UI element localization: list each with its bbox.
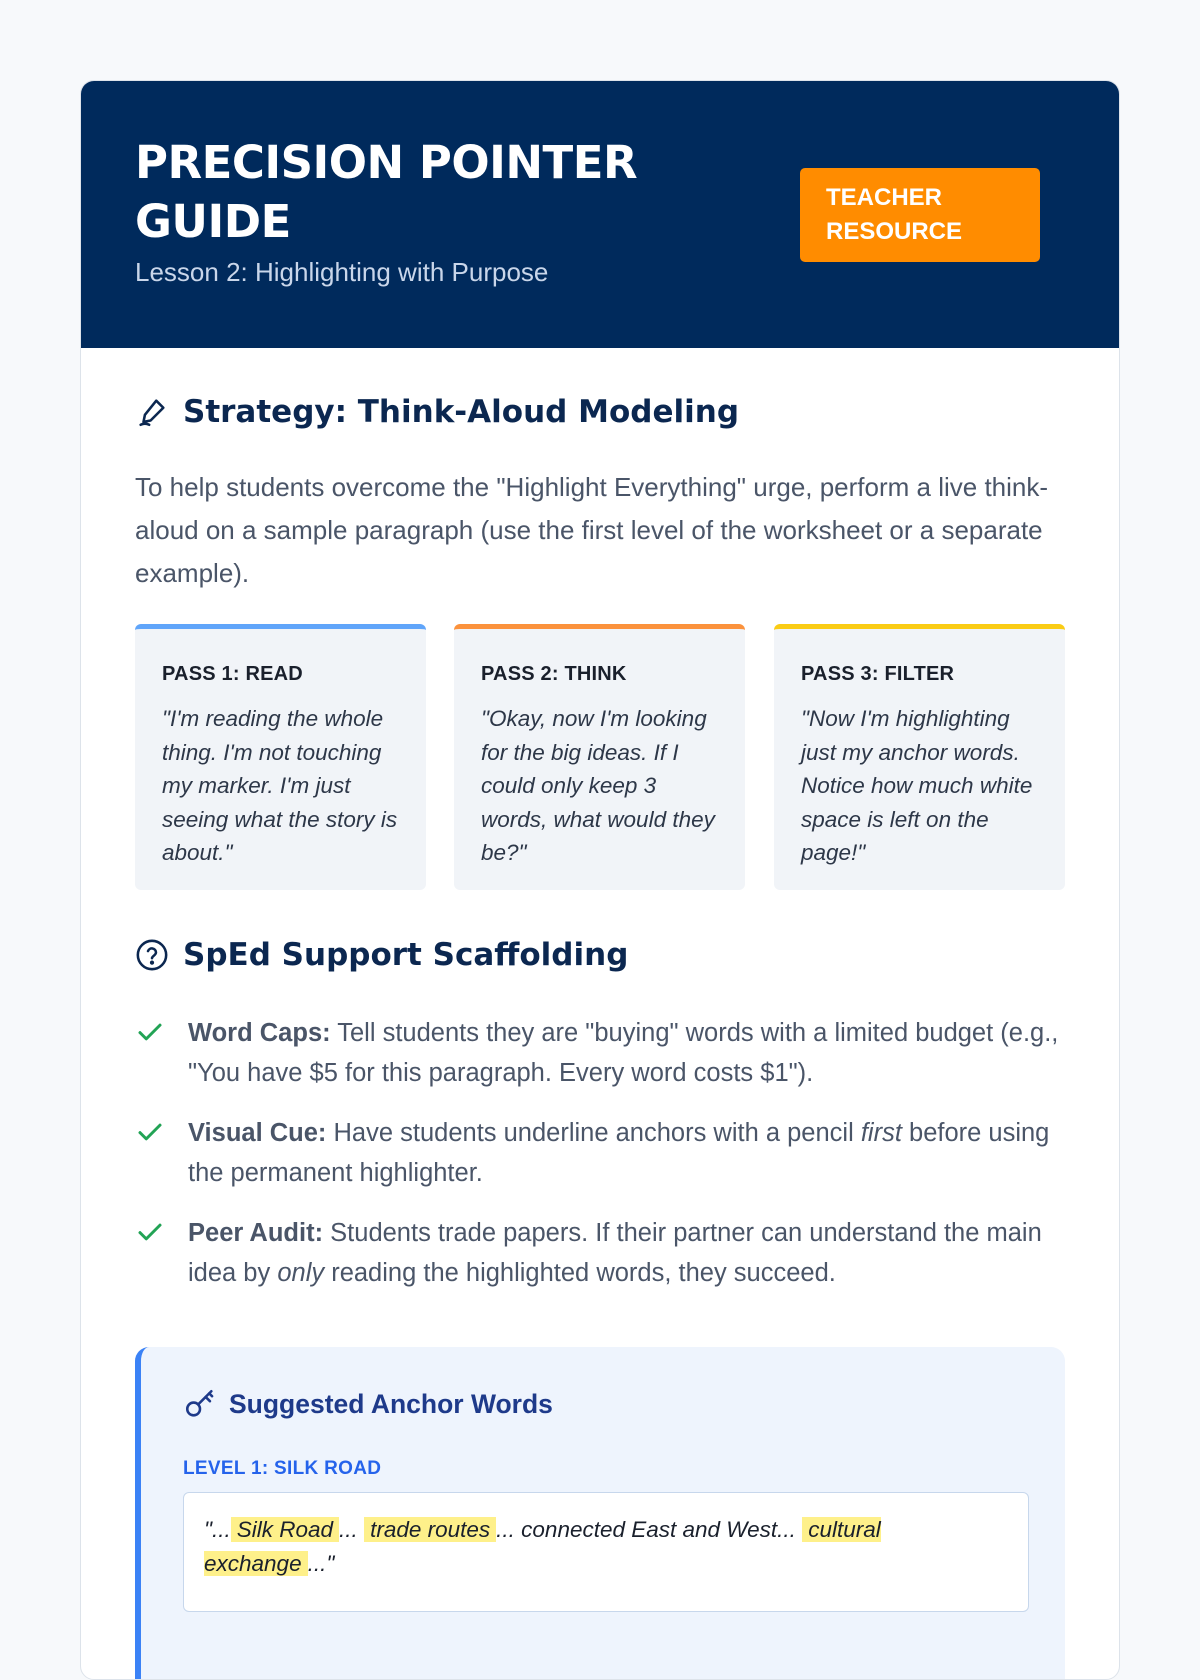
question-circle-icon (135, 938, 169, 972)
item-text: Students trade papers. If their partner can understand the main idea by (188, 1219, 1042, 1287)
list-item (135, 1013, 1065, 1093)
pass-title: PASS 2: THINK (481, 663, 627, 685)
item-label: Word Caps: (188, 1019, 331, 1047)
item-label: Visual Cue: (188, 1119, 327, 1147)
sped-heading (135, 937, 628, 973)
anchor-highlight: cultural exchange (204, 1517, 881, 1576)
level-label: LEVEL 1: SILK ROAD (183, 1458, 382, 1479)
strategy-intro: To help students overcome the "Highlight Everything" urge, perform a live think-aloud on a sample paragraph (use the first level of the worksheet or a separate example). (135, 472, 1049, 588)
item-text: before using the permanent highlighter. (188, 1119, 1050, 1187)
list-item (135, 1213, 1065, 1293)
guide-card (80, 80, 1120, 1680)
teacher-resource-badge: TEACHER RESOURCE (800, 168, 1040, 262)
item-text: Have students underline anchors with a pencil (333, 1119, 854, 1147)
strategy-heading (135, 394, 739, 430)
pass-card-filter (774, 624, 1065, 890)
pass-title: PASS 3: FILTER (801, 663, 955, 685)
strategy-heading-text: Strategy: Think-Aloud Modeling (183, 394, 740, 430)
pass-quote: "Now I'm highlighting just my anchor words. Notice how much white space is left on the page!" (801, 706, 1033, 865)
anchor-words-callout (135, 1347, 1065, 1680)
check-icon (135, 1117, 165, 1147)
list-item (135, 1113, 1065, 1193)
sped-heading-text: SpEd Support Scaffolding (183, 937, 629, 973)
pen-icon (135, 395, 169, 429)
item-text: reading the highlighted words, they succeed. (331, 1259, 836, 1287)
excerpt-text: ..." (307, 1551, 335, 1576)
page-title: PRECISION POINTER GUIDE (135, 136, 638, 248)
excerpt-text: ... connected East and West... (496, 1517, 796, 1542)
callout-title-text: Suggested Anchor Words (229, 1388, 553, 1419)
page-subtitle: Lesson 2: Highlighting with Purpose (135, 257, 549, 287)
item-text: Tell students they are "buying" words with a limited budget (e.g., "You have $5 for this paragraph. Every word costs $1"). (188, 1019, 1059, 1087)
pass-card-read (135, 624, 426, 890)
excerpt-box (183, 1492, 1029, 1612)
check-icon (135, 1217, 165, 1247)
item-label: Peer Audit: (188, 1219, 324, 1247)
pass-card-think (454, 624, 745, 890)
pass-quote: "I'm reading the whole thing. I'm not touching my marker. I'm just seeing what the story is about." (162, 706, 398, 865)
anchor-highlight: trade routes (364, 1517, 496, 1542)
item-emphasis: first (860, 1119, 902, 1147)
callout-title (183, 1387, 553, 1421)
pass-quote: "Okay, now I'm looking for the big ideas. If I could only keep 3 words, what would they be?" (481, 706, 715, 865)
pass-title: PASS 1: READ (162, 663, 303, 685)
check-icon (135, 1017, 165, 1047)
key-icon (183, 1387, 217, 1421)
anchor-highlight: Silk Road (231, 1517, 339, 1542)
header (81, 81, 1119, 348)
excerpt-text: "... (204, 1517, 231, 1542)
excerpt-text: ... (339, 1517, 358, 1542)
item-emphasis: only (277, 1259, 325, 1287)
